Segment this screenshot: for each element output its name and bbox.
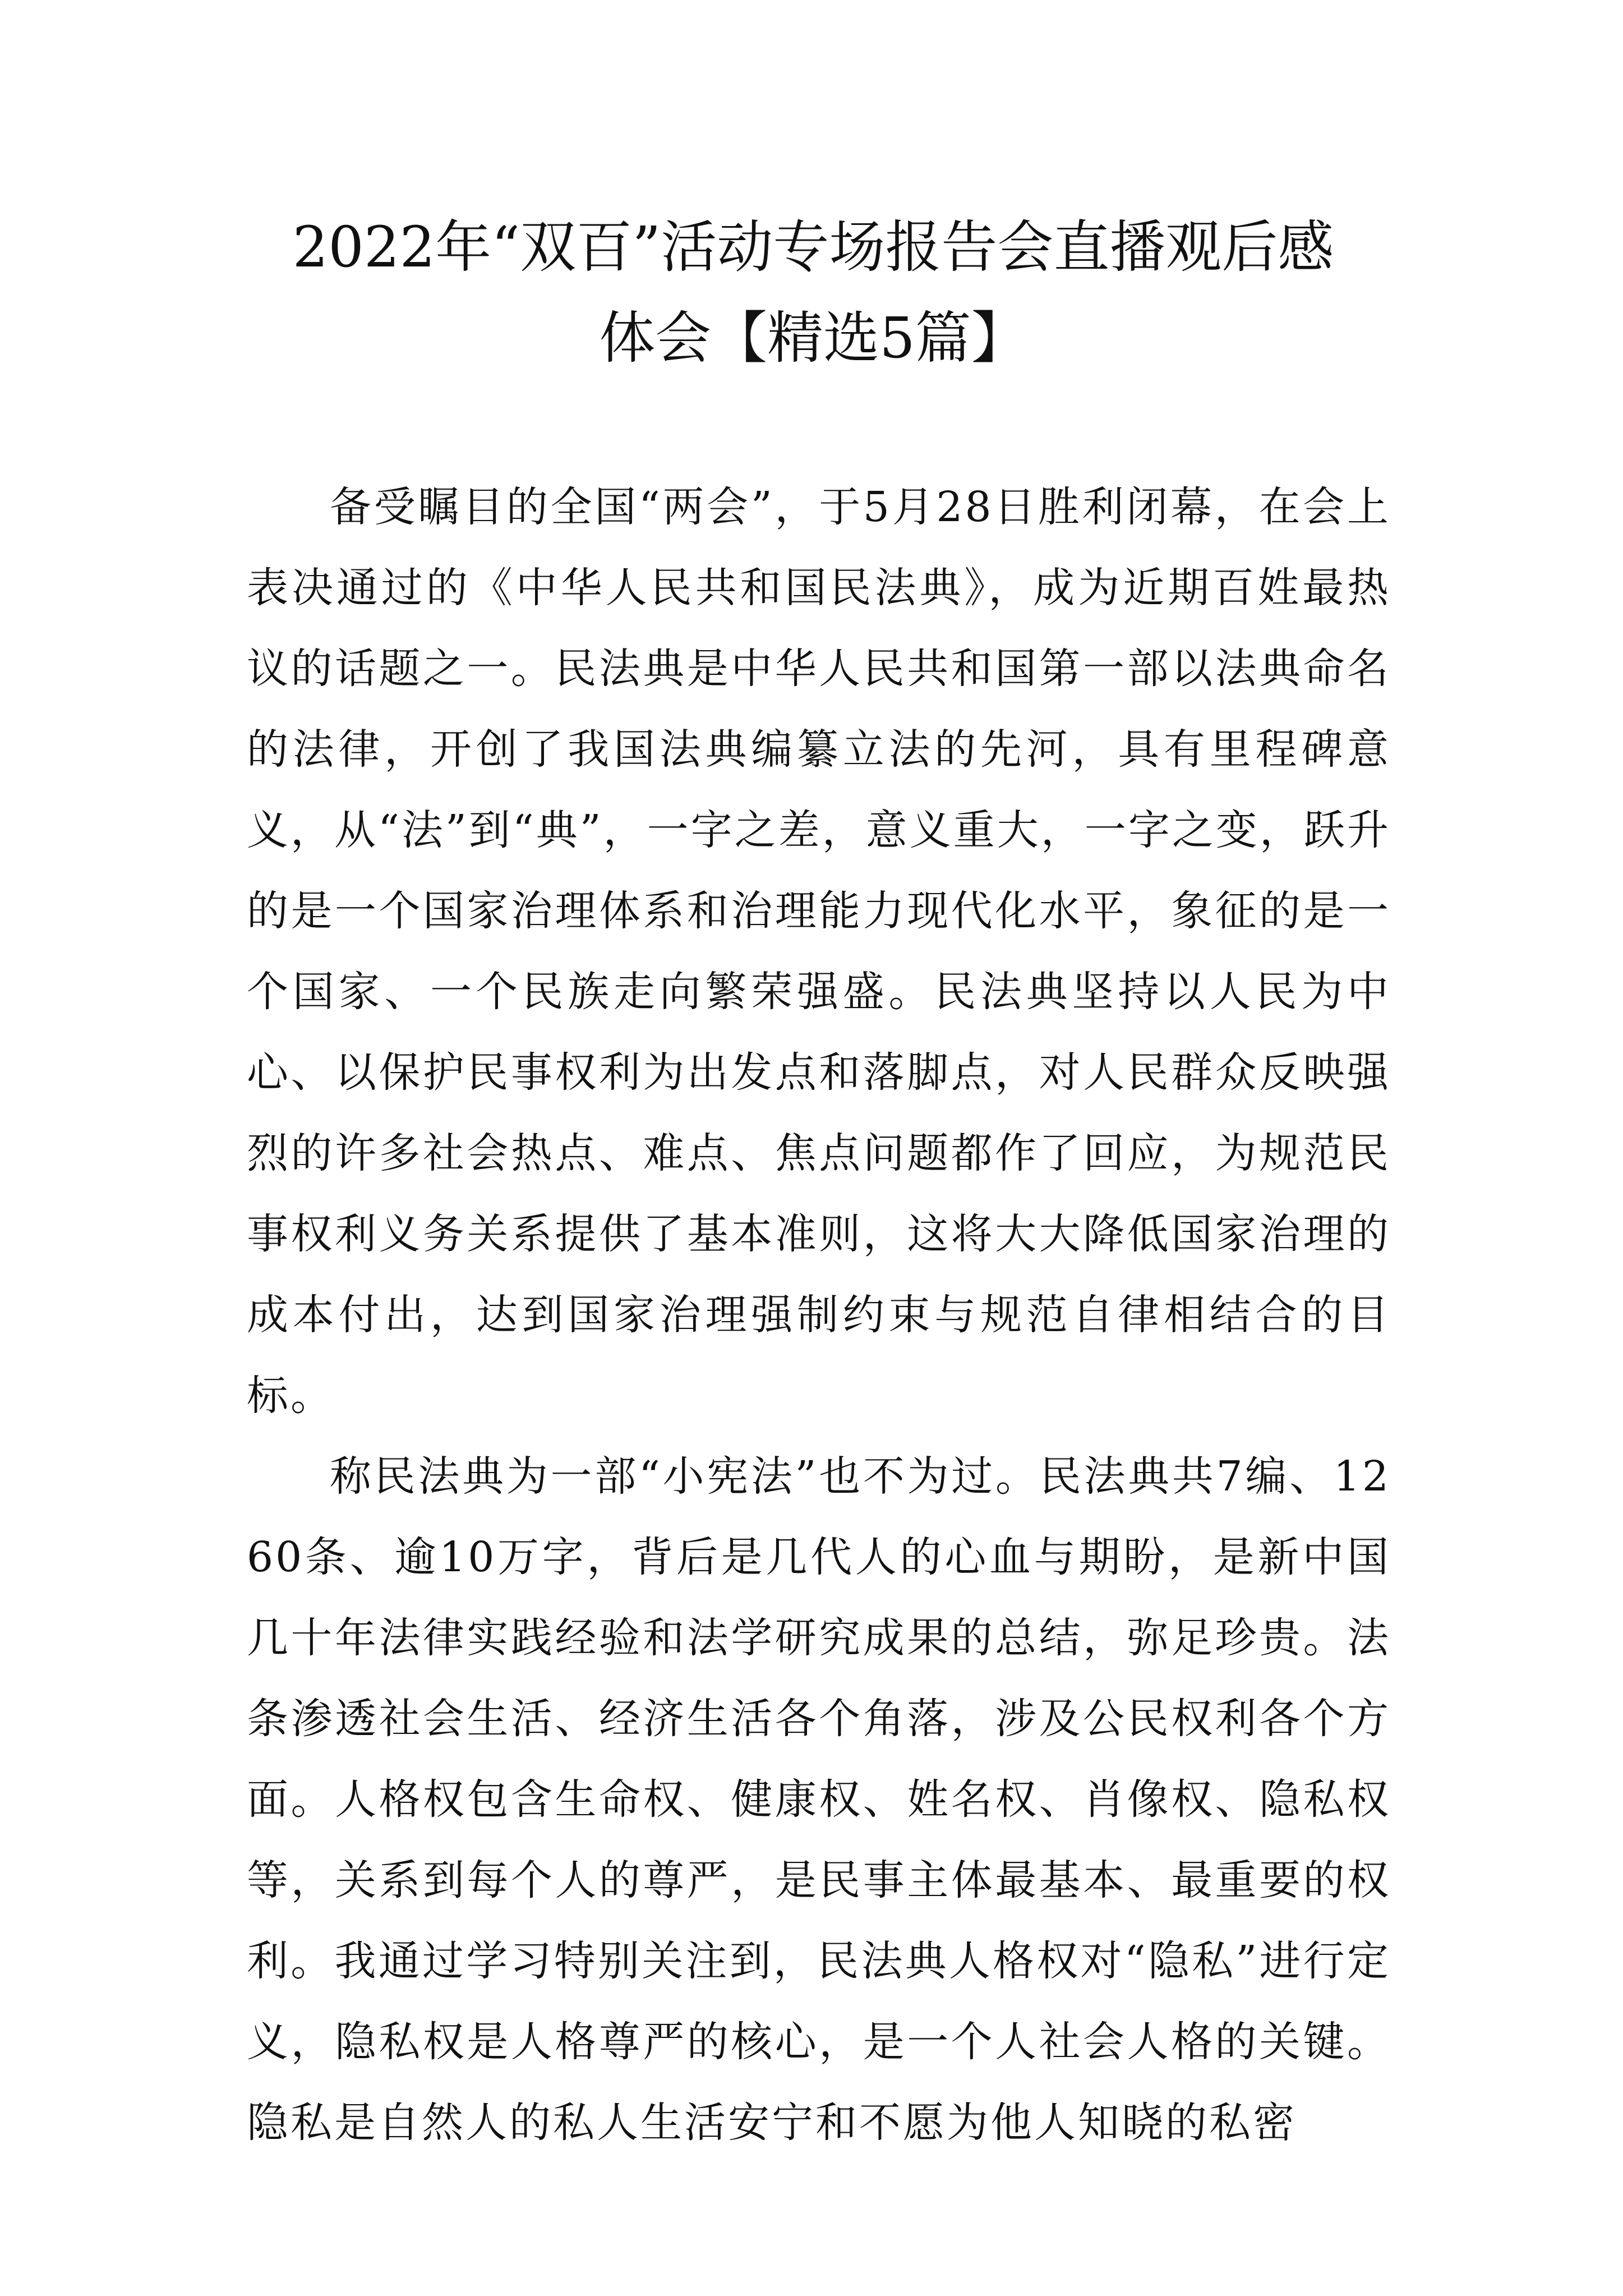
title-line-2: 体会【精选5篇】 xyxy=(599,305,1027,371)
document-body xyxy=(247,467,1391,2163)
paragraph-1: 备受瞩目的全国“两会”，于5月28日胜利闭幕，在会上表决通过的《中华人民共和国民法典》，成为近期百姓最热议的话题之一。民法典是中华人民共和国第一部以法典命名的法律，开创了我国法典编纂立法的先河，具有里程碑意义，从“法”到“典”，一字之差，意义重大，一字之变，跃升的是一个国家治理体系和治理能力现代化水平，象征的是一个国家、一个民族走向繁荣强盛。民法典坚持以人民为中心、以保护民事权利为出发点和落脚点，对人民群众反映强烈的许多社会热点、难点、焦点问题都作了回应，为规范民事权利义务关系提供了基本准则，这将大大降低国家治理的成本付出，达到国家治理强制约束与规范自律相结合的目标。 xyxy=(247,483,1391,1420)
document-title xyxy=(236,202,1391,384)
title-line-1: 2022年“双百”活动专场报告会直播观后感 xyxy=(292,214,1334,280)
paragraph-2: 称民法典为一部“小宪法”也不为过。民法典共7编、1260条、逾10万字，背后是几代人的心血与期盼，是新中国几十年法律实践经验和法学研究成果的总结，弥足珍贵。法条渗透社会生活、经济生活各个角落，涉及公民权利各个方面。人格权包含生命权、健康权、姓名权、肖像权、隐私权等，关系到每个人的尊严，是民事主体最基本、最重要的权利。我通过学习特别关注到，民法典人格权对“隐私”进行定义，隐私权是人格尊严的核心，是一个人社会人格的关键。隐私是自然人的私人生活安宁和不愿为他人知晓的私密 xyxy=(247,1452,1391,2147)
